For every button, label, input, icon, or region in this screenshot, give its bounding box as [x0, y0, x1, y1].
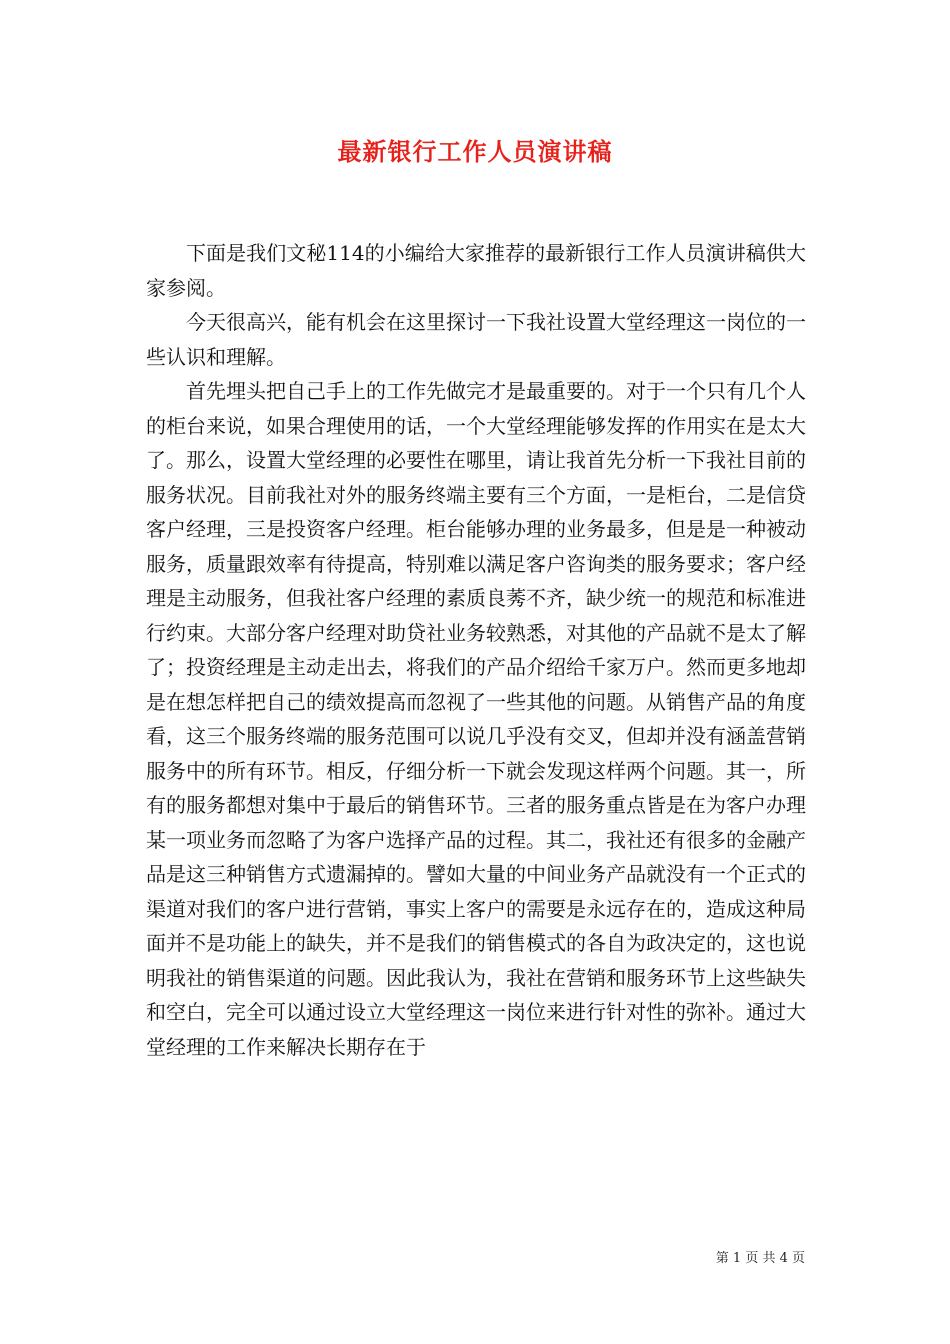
paragraph-main: 首先埋头把自己手上的工作先做完才是最重要的。对于一个只有几个人的柜台来说，如果合理使用的话，一个大堂经理能够发挥的作用实在是太大了。那么，设置大堂经理的必要性在哪里，请让我首先分析一下我社目前的服务状况。目前我社对外的服务终端主要有三个方面，一是柜台，二是信贷客户经理，三是投资客户经理。柜台能够办理的业务最多，但是是一种被动服务，质量跟效率有待提高，特别难以满足客户咨询类的服务要求；客户经理是主动服务，但我社客户经理的素质良莠不齐，缺少统一的规范和标准进行约束。大部分客户经理对助贷社业务较熟悉，对其他的产品就不是太了解了；投资经理是主动走出去，将我们的产品介绍给千家万户。然而更多地却是在想怎样把自己的绩效提高而忽视了一些其他的问题。从销售产品的角度看，这三个服务终端的服务范围可以说几乎没有交叉，但却并没有涵盖营销服务中的所有环节。相反，仔细分析一下就会发现这样两个问题。其一，所有的服务都想对集中于最后的销售环节。三者的服务重点皆是在为客户办理某一项业务而忽略了为客户选择产品的过程。其二，我社还有很多的金融产品是这三种销售方式遗漏掉的。譬如大量的中间业务产品就没有一个正式的渠道对我们的客户进行营销，事实上客户的需要是永远存在的，造成这种局面并不是功能上的缺失，并不是我们的销售模式的各自为政决定的，这也说明我社的销售渠道的问题。因此我认为，我社在营销和服务环节上这些缺失和空白，完全可以通过设立大堂经理这一岗位来进行针对性的弥补。通过大堂经理的工作来解决长期存在于: [146, 379, 806, 1059]
page-number-footer: 第 1 页 共 4 页: [715, 1251, 805, 1266]
document-body: [146, 236, 806, 1064]
document-title: 最新银行工作人员演讲稿: [337, 137, 613, 166]
paragraph-intro: 下面是我们文秘114的小编给大家推荐的最新银行工作人员演讲稿供大家参阅。: [146, 241, 806, 300]
paragraph-greeting: 今天很高兴，能有机会在这里探讨一下我社设置大堂经理这一岗位的一些认识和理解。: [146, 310, 806, 369]
